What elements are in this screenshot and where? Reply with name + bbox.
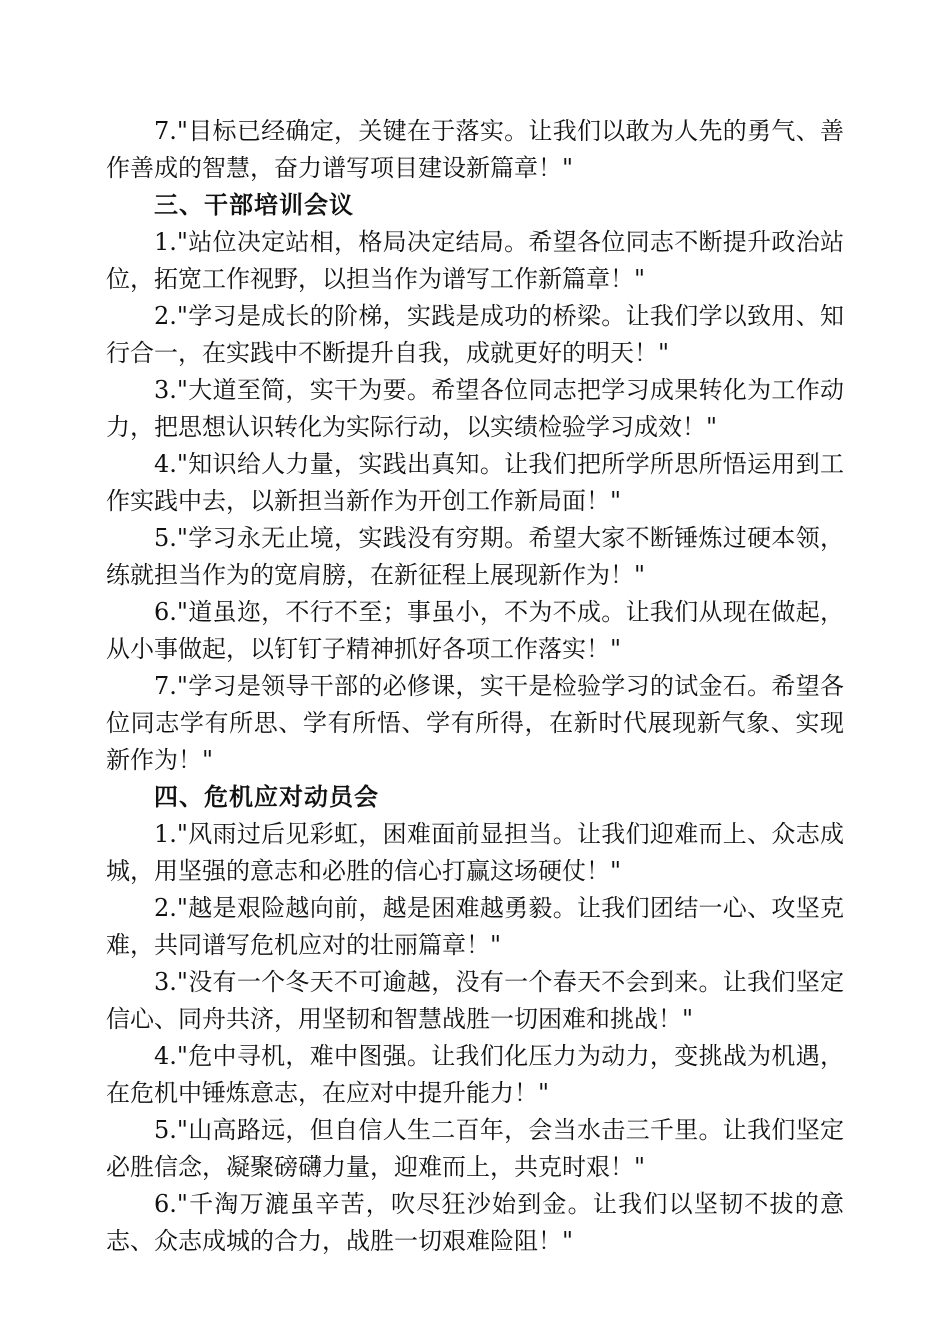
- paragraph-crisis-1: 1."风雨过后见彩虹，困难面前显担当。让我们迎难而上、众志成城，用坚强的意志和必胜的信心打赢这场硬仗！": [106, 820, 844, 885]
- paragraph-training-4: 4."知识给人力量，实践出真知。让我们把所学所思所悟运用到工作实践中去，以新担当新作为开创工作新局面！": [106, 450, 844, 515]
- paragraph-training-6: 6."道虽迩，不行不至；事虽小，不为不成。让我们从现在做起，从小事做起，以钉钉子精神抓好各项工作落实！": [106, 598, 844, 663]
- section-heading-crisis-response: 四、危机应对动员会: [154, 783, 379, 811]
- paragraph-training-2: 2."学习是成长的阶梯，实践是成功的桥梁。让我们学以致用、知行合一，在实践中不断提升自我，成就更好的明天！": [106, 302, 844, 367]
- section-heading-cadre-training: 三、干部培训会议: [154, 191, 354, 219]
- document-page: [106, 113, 844, 1260]
- paragraph-crisis-6: 6."千淘万漉虽辛苦，吹尽狂沙始到金。让我们以坚韧不拔的意志、众志成城的合力，战胜一切艰难险阻！": [106, 1190, 844, 1255]
- paragraph-crisis-4: 4."危中寻机，难中图强。让我们化压力为动力，变挑战为机遇，在危机中锤炼意志，在应对中提升能力！": [106, 1042, 844, 1107]
- paragraph-project-7: 7."目标已经确定，关键在于落实。让我们以敢为人先的勇气、善作善成的智慧，奋力谱写项目建设新篇章！": [106, 117, 844, 182]
- paragraph-training-1: 1."站位决定站相，格局决定结局。希望各位同志不断提升政治站位，拓宽工作视野，以担当作为谱写工作新篇章！": [106, 228, 844, 293]
- paragraph-training-5: 5."学习永无止境，实践没有穷期。希望大家不断锤炼过硬本领，练就担当作为的宽肩膀，在新征程上展现新作为！": [106, 524, 844, 589]
- paragraph-training-7: 7."学习是领导干部的必修课，实干是检验学习的试金石。希望各位同志学有所思、学有所悟、学有所得，在新时代展现新气象、实现新作为！": [106, 672, 844, 774]
- paragraph-crisis-5: 5."山高路远，但自信人生二百年，会当水击三千里。让我们坚定必胜信念，凝聚磅礴力量，迎难而上，共克时艰！": [106, 1116, 844, 1181]
- paragraph-crisis-2: 2."越是艰险越向前，越是困难越勇毅。让我们团结一心、攻坚克难，共同谱写危机应对的壮丽篇章！": [106, 894, 844, 959]
- paragraph-training-3: 3."大道至简，实干为要。希望各位同志把学习成果转化为工作动力，把思想认识转化为实际行动，以实绩检验学习成效！": [106, 376, 844, 441]
- paragraph-crisis-3: 3."没有一个冬天不可逾越，没有一个春天不会到来。让我们坚定信心、同舟共济，用坚韧和智慧战胜一切困难和挑战！": [106, 968, 844, 1033]
